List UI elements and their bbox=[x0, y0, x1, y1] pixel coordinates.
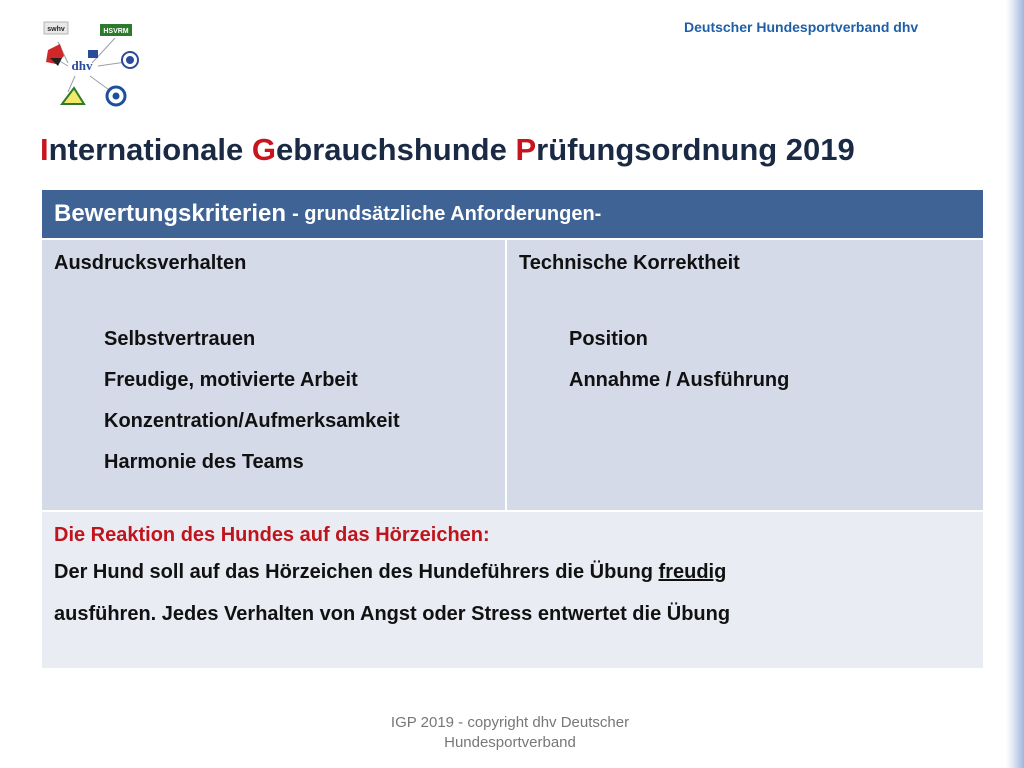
blue-circle-logo bbox=[107, 87, 125, 105]
reaction-row bbox=[42, 510, 983, 668]
list-item: Position bbox=[569, 328, 648, 350]
svg-text:swhv: swhv bbox=[47, 26, 65, 33]
logo-cluster bbox=[40, 18, 150, 110]
organization-header: Deutscher Hundesportverband dhv bbox=[684, 19, 919, 35]
red-emblem-logo bbox=[46, 44, 64, 66]
criteria-row bbox=[42, 240, 983, 510]
svg-text:HSVRM: HSVRM bbox=[103, 28, 129, 35]
technical-correctness-title: Technische Korrektheit bbox=[519, 252, 740, 274]
title-initial-g: G bbox=[251, 132, 277, 167]
green-triangle-logo bbox=[62, 88, 84, 104]
technical-correctness-list bbox=[519, 319, 971, 401]
list-item: Annahme / Ausführung bbox=[569, 369, 790, 391]
list-item: Konzentration/Aufmerksamkeit bbox=[104, 410, 400, 432]
right-decorative-stripe bbox=[1006, 0, 1024, 768]
table-header-row bbox=[42, 190, 983, 240]
expression-behavior-list bbox=[54, 319, 493, 483]
expression-behavior-cell bbox=[42, 240, 507, 510]
hsvrm-logo bbox=[100, 24, 132, 36]
reaction-emphasis: freudig bbox=[658, 561, 727, 583]
reaction-text bbox=[54, 551, 971, 635]
list-item: Harmonie des Teams bbox=[104, 451, 304, 473]
title-initial-i: I bbox=[40, 132, 49, 167]
reaction-line-1: Der Hund soll auf das Hörzeichen des Hundeführers die Übung bbox=[54, 561, 659, 583]
list-item: Freudige, motivierte Arbeit bbox=[104, 369, 358, 391]
title-word-3: rüfungsordnung 2019 bbox=[536, 132, 855, 167]
blue-round-logo bbox=[122, 52, 138, 68]
technical-correctness-cell bbox=[507, 240, 983, 510]
footer-line-2: Hundesportverband bbox=[444, 734, 576, 751]
slide-title bbox=[40, 132, 855, 168]
footer-line-1: IGP 2019 - copyright dhv Deutscher bbox=[390, 714, 630, 731]
title-word-1: nternationale bbox=[48, 132, 252, 167]
title-word-2: ebrauchshunde bbox=[276, 132, 516, 167]
title-initial-p: P bbox=[515, 132, 537, 167]
footer-copyright bbox=[360, 713, 660, 753]
reaction-title: Die Reaktion des Hundes auf das Hörzeichen: bbox=[54, 524, 490, 546]
criteria-table bbox=[42, 190, 983, 668]
svg-text:dhv: dhv bbox=[71, 58, 93, 73]
list-item: Selbstvertrauen bbox=[104, 328, 256, 350]
reaction-line-2: ausführen. Jedes Verhalten von Angst oder Stress entwertet die Übung bbox=[54, 603, 731, 625]
table-header-subtitle: - grundsätzliche Anforderungen- bbox=[292, 202, 602, 225]
association-logos-graphic bbox=[40, 18, 150, 110]
expression-behavior-title: Ausdrucksverhalten bbox=[54, 252, 247, 274]
table-header-title: Bewertungskriterien bbox=[54, 200, 287, 227]
swhv-logo bbox=[44, 22, 68, 34]
